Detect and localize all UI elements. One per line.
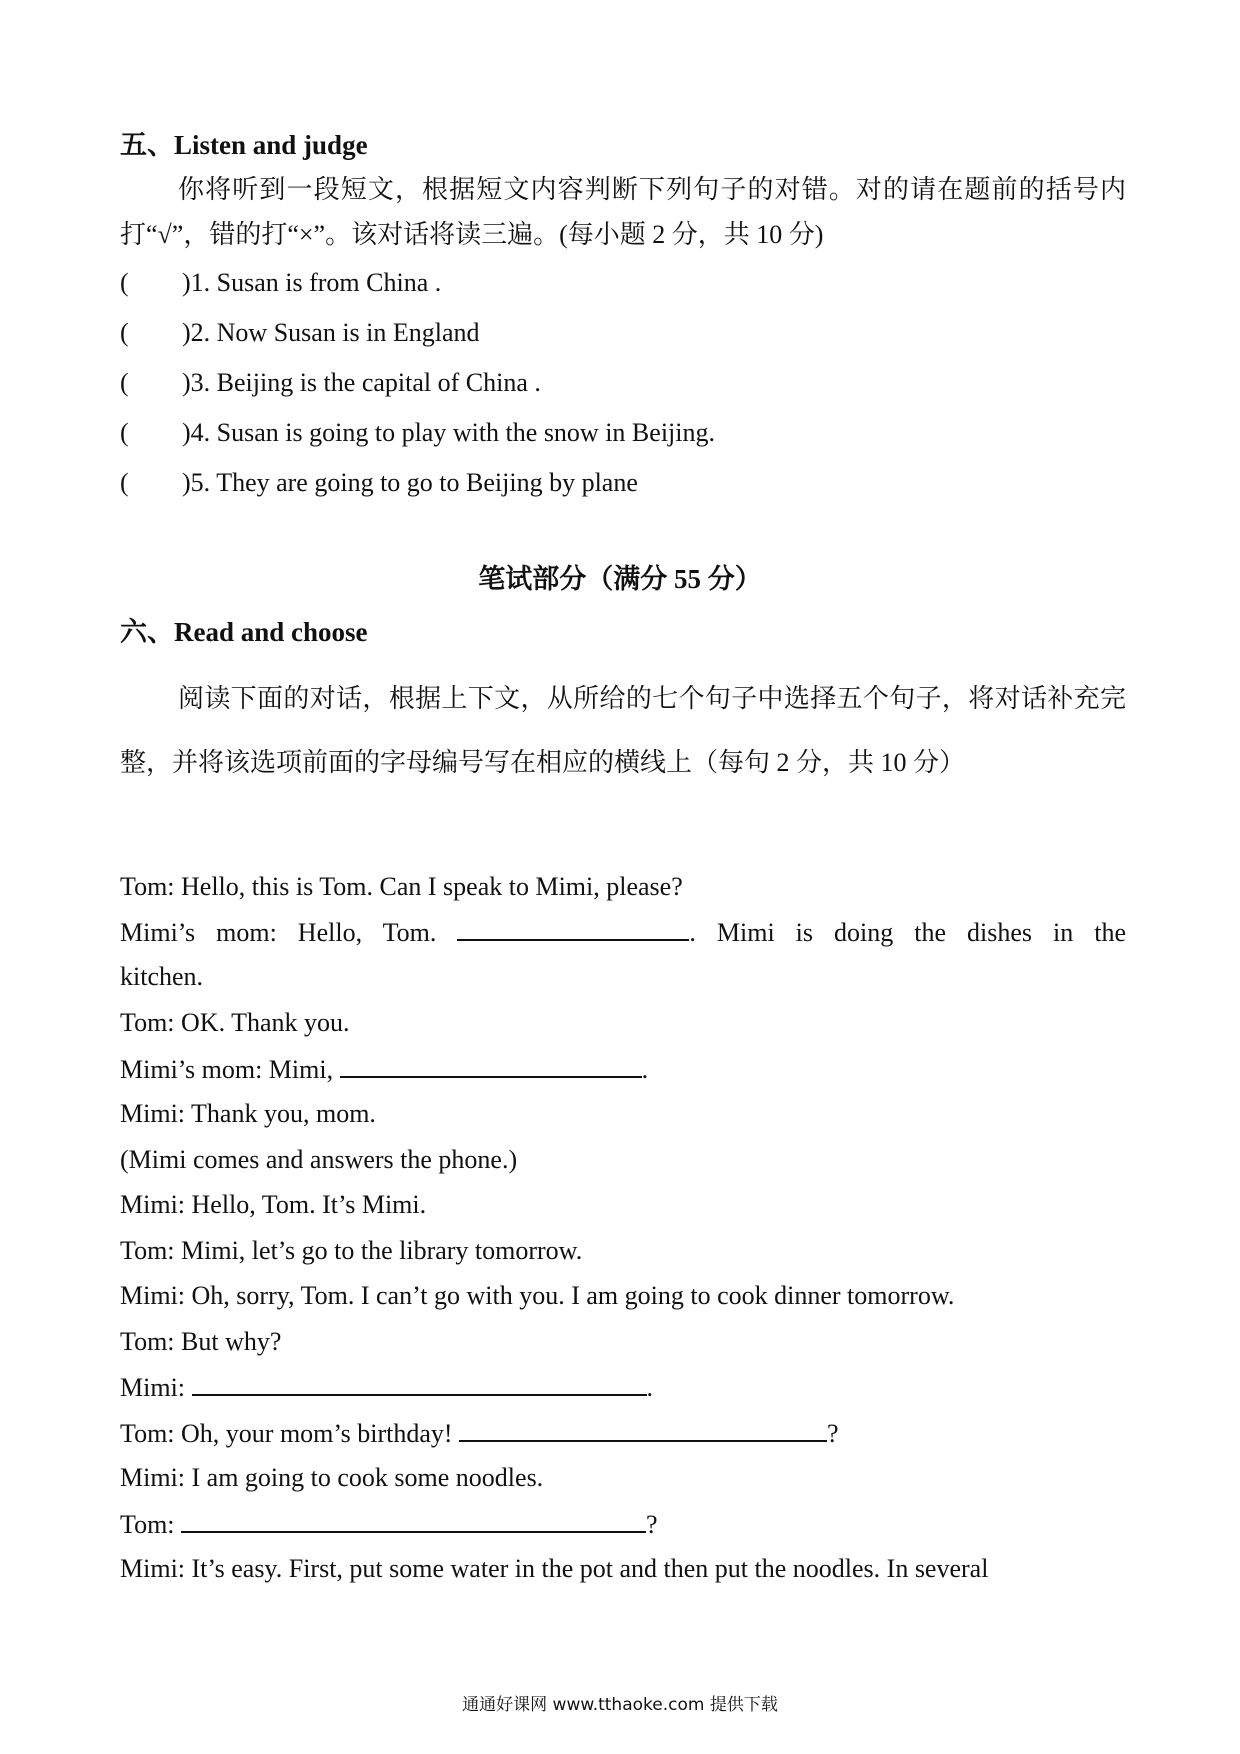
dialog-text: . Mimi is doing the dishes in the [689,918,1126,947]
answer-blank-1[interactable] [457,915,689,941]
page-footer: 通通好课网 www.tthaoke.com 提供下载 [462,1695,778,1715]
dialog-line-9: Mimi: Oh, sorry, Tom. I can’t go with you. I am going to cook dinner tomorrow. [120,1281,955,1310]
dialog-text: ? [646,1510,658,1539]
dialog-line-13: Mimi: I am going to cook some noodles. [120,1463,544,1492]
dialog-text: . [641,1055,649,1084]
dialog-line-11 [120,1370,1126,1405]
answer-paren[interactable]: ( [120,418,129,447]
answer-paren[interactable]: ( [120,268,129,297]
answer-paren[interactable]: ( [120,468,129,497]
dialog-line-1: Tom: Hello, this is Tom. Can I speak to Mimi, please? [120,872,683,901]
section5-heading: 五、Listen and judge [120,130,368,160]
dialog-line-6: (Mimi comes and answers the phone.) [120,1145,518,1174]
dialog-line-7: Mimi: Hello, Tom. It’s Mimi. [120,1190,427,1219]
dialog-line-12 [120,1416,1126,1451]
written-part-heading: 笔试部分（满分 55 分） [478,564,762,594]
dialog-line-14 [120,1507,1126,1542]
dialog-speaker-text: Mimi’s mom: Mimi, [120,1055,334,1084]
dialog-speaker-text: Mimi: [120,1373,186,1402]
answer-blank-2[interactable] [340,1052,642,1078]
answer-blank-4[interactable] [459,1416,827,1442]
answer-paren[interactable]: ( [120,318,129,347]
dialog-line-2 [120,915,1126,950]
dialog-speaker-text: Tom: Oh, your mom’s birthday! [120,1419,453,1448]
judge-item-text: )4. Susan is going to play with the snow in Beijing. [182,418,715,447]
dialog-line-10: Tom: But why? [120,1327,282,1356]
judge-item-text: )1. Susan is from China . [182,268,442,297]
judge-item-text: )5. They are going to go to Beijing by plane [182,468,638,497]
section6-heading: 六、Read and choose [120,617,368,647]
judge-item-text: )3. Beijing is the capital of China . [182,368,541,397]
section5-instruction: 你将听到一段短文，根据短文内容判断下列句子的对错。对的请在题前的括号内打“√”，错的打“×”。该对话将读三遍。(每小题 2 分，共 10 分) [120,175,1126,249]
judge-item-text: )2. Now Susan is in England [182,318,480,347]
dialog-text: . [646,1373,654,1402]
section6-instruction: 阅读下面的对话，根据上下文，从所给的七个句子中选择五个句子，将对话补充完整，并将该选项前面的字母编号写在相应的横线上（每句 2 分，共 10 分） [120,684,1126,777]
dialog-text: ? [827,1419,839,1448]
dialog-line-15: Mimi: It’s easy. First, put some water in the pot and then put the noodles. In several [120,1554,989,1583]
answer-blank-5[interactable] [181,1507,646,1533]
answer-paren[interactable]: ( [120,368,129,397]
dialog-speaker-text: Tom: [120,1510,175,1539]
dialog-line-4 [120,1052,1126,1087]
dialog-speaker-text: Mimi’s mom: Hello, Tom. [120,918,437,947]
answer-blank-3[interactable] [192,1370,647,1396]
dialog-line-2-cont: kitchen. [120,962,204,991]
dialog-line-8: Tom: Mimi, let’s go to the library tomorrow. [120,1236,583,1265]
dialog-line-5: Mimi: Thank you, mom. [120,1099,376,1128]
dialog-line-3: Tom: OK. Thank you. [120,1008,350,1037]
